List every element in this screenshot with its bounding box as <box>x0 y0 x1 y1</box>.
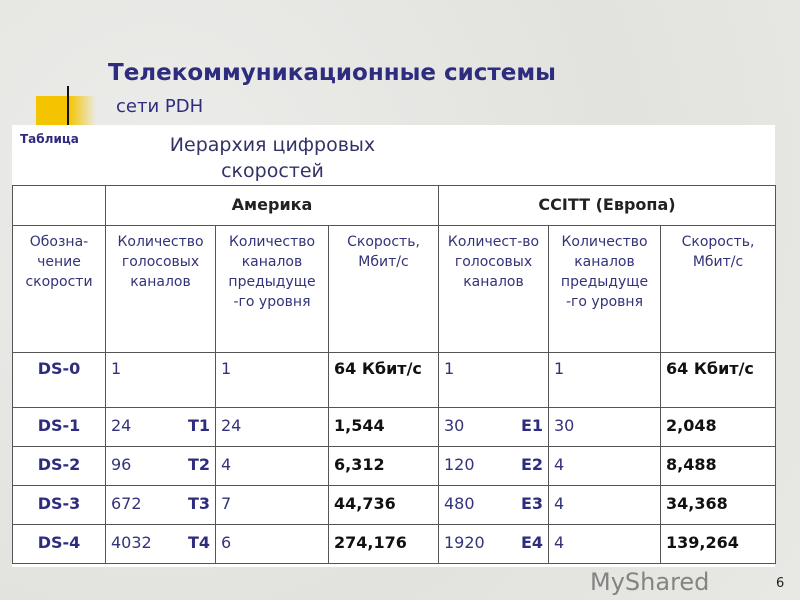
am-code: T4 <box>187 533 210 552</box>
column-header: Количество каналов предыдуще -го уровня <box>549 226 661 353</box>
am-voice: 1 <box>111 359 122 378</box>
eu-voice-cell <box>439 353 549 408</box>
decorative-line <box>67 86 69 126</box>
am-voice: 24 <box>111 416 132 435</box>
eu-voice-cell <box>439 447 549 486</box>
eu-speed-cell: 2,048 <box>661 408 776 447</box>
level-cell: DS-3 <box>13 486 106 525</box>
am-prev-cell: 6 <box>216 525 329 564</box>
column-header: Скорость, Мбит/с <box>329 226 439 353</box>
group-header-america: Америка <box>106 186 439 226</box>
column-header: Количест-во голосовых каналов <box>439 226 549 353</box>
am-voice: 96 <box>111 455 132 474</box>
am-voice-cell <box>106 353 216 408</box>
am-prev-cell: 1 <box>216 353 329 408</box>
slide-subtitle: сети PDH <box>116 96 204 117</box>
am-speed-cell: 6,312 <box>329 447 439 486</box>
am-speed-cell: 1,544 <box>329 408 439 447</box>
speed-hierarchy-table <box>12 185 776 564</box>
slide-title: Телекоммуникационные системы <box>108 60 556 86</box>
eu-voice-cell <box>439 486 549 525</box>
am-voice-cell <box>106 486 216 525</box>
eu-speed-cell: 64 Кбит/с <box>661 353 776 408</box>
eu-voice: 120 <box>444 455 475 474</box>
am-voice: 672 <box>111 494 142 513</box>
am-prev-cell: 4 <box>216 447 329 486</box>
eu-voice: 1 <box>444 359 455 378</box>
group-header-row <box>13 186 776 226</box>
am-prev-cell: 7 <box>216 486 329 525</box>
eu-code: E1 <box>520 416 543 435</box>
watermark: MyShared <box>590 568 710 596</box>
level-cell: DS-0 <box>13 353 106 408</box>
eu-prev-cell: 4 <box>549 525 661 564</box>
am-speed-cell: 44,736 <box>329 486 439 525</box>
am-voice-cell <box>106 525 216 564</box>
decorative-bar <box>36 96 96 126</box>
column-header: Количество голосовых каналов <box>106 226 216 353</box>
table-caption: Таблица <box>20 132 79 146</box>
eu-voice-cell <box>439 525 549 564</box>
eu-speed-cell: 34,368 <box>661 486 776 525</box>
eu-voice: 1920 <box>444 533 485 552</box>
am-voice-cell <box>106 408 216 447</box>
eu-prev-cell: 4 <box>549 486 661 525</box>
column-header: Скорость, Мбит/с <box>661 226 776 353</box>
am-code: T3 <box>187 494 210 513</box>
table-row <box>13 353 776 408</box>
am-code: T2 <box>187 455 210 474</box>
table-row <box>13 486 776 525</box>
eu-code: E3 <box>520 494 543 513</box>
empty-header-cell <box>13 186 106 226</box>
eu-speed-cell: 8,488 <box>661 447 776 486</box>
level-cell: DS-1 <box>13 408 106 447</box>
eu-code: E2 <box>520 455 543 474</box>
eu-voice: 480 <box>444 494 475 513</box>
level-cell: DS-4 <box>13 525 106 564</box>
am-voice-cell <box>106 447 216 486</box>
table-row <box>13 447 776 486</box>
am-speed-cell: 274,176 <box>329 525 439 564</box>
eu-prev-cell: 4 <box>549 447 661 486</box>
table-row <box>13 408 776 447</box>
am-code: T1 <box>187 416 210 435</box>
eu-voice-cell <box>439 408 549 447</box>
am-speed-cell: 64 Кбит/с <box>329 353 439 408</box>
eu-speed-cell: 139,264 <box>661 525 776 564</box>
page-number: 6 <box>776 576 785 591</box>
table-title: Иерархия цифровых скоростей <box>169 134 376 182</box>
column-header: Обозна-чение скорости <box>13 226 106 353</box>
eu-voice: 30 <box>444 416 465 435</box>
column-header-row <box>13 226 776 353</box>
column-header: Количество каналов предыдуще -го уровня <box>216 226 329 353</box>
eu-prev-cell: 30 <box>549 408 661 447</box>
table-row <box>13 525 776 564</box>
am-prev-cell: 24 <box>216 408 329 447</box>
level-cell: DS-2 <box>13 447 106 486</box>
group-header-europe: CCITT (Европа) <box>439 186 776 226</box>
am-voice: 4032 <box>111 533 152 552</box>
eu-code: E4 <box>520 533 543 552</box>
eu-prev-cell: 1 <box>549 353 661 408</box>
